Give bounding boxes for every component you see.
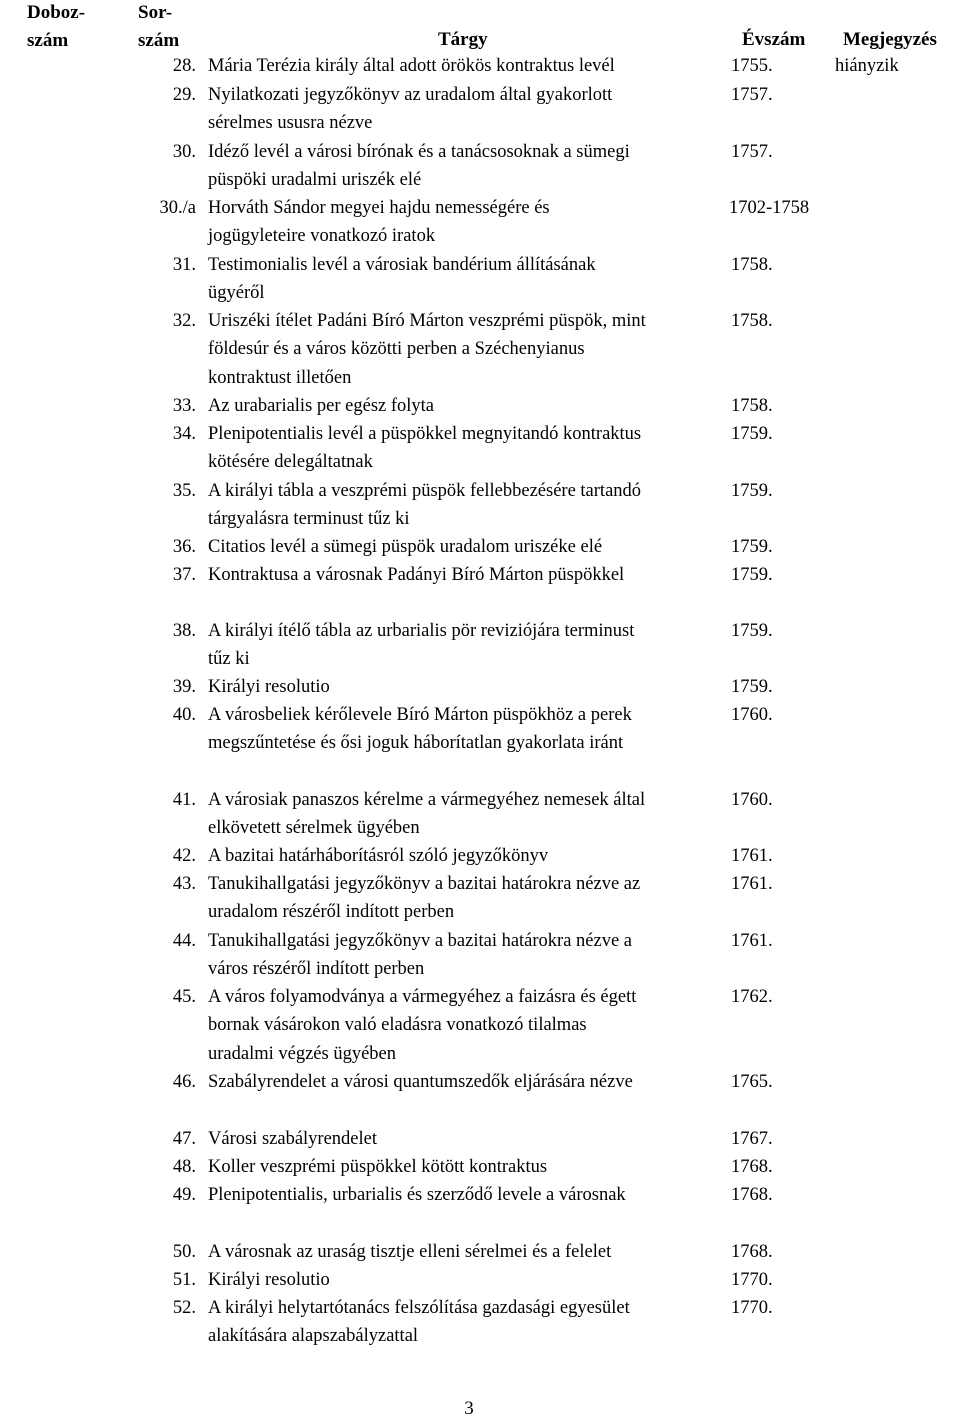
seq-number: 35.	[172, 481, 196, 501]
year: 1768.	[731, 1185, 773, 1205]
year: 1761.	[731, 931, 773, 951]
year: 1761.	[731, 846, 773, 866]
subject	[208, 477, 723, 534]
subject	[208, 1266, 723, 1294]
year: 1757.	[731, 142, 773, 162]
year: 1702-1758	[729, 198, 810, 218]
seq-number: 46.	[172, 1072, 196, 1092]
seq-number: 34.	[172, 424, 196, 444]
subject-line: A városnak az uraság tisztje elleni sérelmei és a felelet	[208, 1242, 612, 1262]
header-box-line-1: Doboz-	[27, 2, 86, 23]
subject	[208, 842, 723, 870]
subject-line: földesúr és a város közötti perben a Széchenyianus	[208, 339, 585, 360]
year: 1759.	[731, 565, 773, 585]
year: 1758.	[731, 396, 773, 416]
seq-number: 45.	[172, 987, 196, 1007]
subject-line: Testimonialis levél a városiak bandérium állításának	[208, 255, 596, 275]
subject-line: püspöki uradalmi uriszék elé	[208, 170, 422, 191]
seq-number: 33.	[172, 396, 196, 416]
seq-number: 49.	[172, 1185, 196, 1205]
subject-line: A királyi helytartótanács felszólítása gazdasági egyesület	[208, 1298, 630, 1318]
header-subject: Tárgy	[438, 29, 488, 50]
header-note: Megjegyzés	[843, 29, 937, 50]
subject-line: uradalom részéről indított perben	[208, 902, 455, 923]
subject	[208, 870, 723, 927]
subject	[208, 983, 723, 1068]
year: 1768.	[731, 1157, 773, 1177]
seq-number: 50.	[172, 1242, 196, 1262]
year: 1768.	[731, 1242, 773, 1262]
header-box-line-2: szám	[27, 30, 69, 51]
subject-line: A királyi tábla a veszprémi püspök fellebbezésére tartandó	[208, 481, 642, 501]
subject-line: tárgyalásra terminust tűz ki	[208, 509, 410, 530]
subject-line: A városbeliek kérőlevele Bíró Márton püspökhöz a perek	[208, 705, 632, 725]
subject-line: A királyi ítélő tábla az urbarialis pör reviziójára terminust	[208, 621, 635, 641]
subject-line: elkövetett sérelmek ügyében	[208, 818, 420, 839]
subject-line: kötésére delegáltatnak	[208, 452, 373, 473]
seq-number: 52.	[172, 1298, 196, 1318]
seq-number: 47.	[172, 1129, 196, 1149]
subject	[208, 52, 723, 80]
subject-line: jogügyleteire vonatkozó iratok	[208, 226, 436, 247]
subject	[208, 420, 723, 477]
seq-number: 48.	[172, 1157, 196, 1177]
subject	[208, 786, 723, 843]
subject	[208, 533, 723, 561]
subject	[208, 1125, 723, 1153]
year: 1770.	[731, 1298, 773, 1318]
subject-line: tűz ki	[208, 649, 250, 670]
note: hiányzik	[835, 56, 899, 76]
header-seq-number	[138, 0, 179, 55]
year: 1760.	[731, 790, 773, 810]
subject	[208, 81, 723, 138]
subject-line: Citatios levél a sümegi püspök uradalom uriszéke elé	[208, 537, 603, 557]
seq-number: 37.	[172, 565, 196, 585]
subject-line: kontraktust illetően	[208, 367, 352, 388]
subject-line: Városi szabályrendelet	[208, 1129, 377, 1149]
seq-number: 42.	[172, 846, 196, 866]
subject-line: Mária Terézia király által adott örökös kontraktus levél	[208, 56, 615, 76]
header-box-number	[27, 0, 85, 55]
year: 1759.	[731, 424, 773, 444]
subject-line: Tanukihallgatási jegyzőkönyv a bazitai határokra nézve a	[208, 931, 633, 951]
header-seq-line-2: szám	[138, 30, 180, 51]
year: 1758.	[731, 311, 773, 331]
seq-number: 36.	[172, 537, 196, 557]
subject	[208, 307, 723, 392]
subject	[208, 927, 723, 984]
year: 1761.	[731, 874, 773, 894]
subject-line: Királyi resolutio	[208, 1270, 330, 1290]
seq-number: 40.	[172, 705, 196, 725]
subject-line: A bazitai határháborításról szóló jegyzőkönyv	[208, 846, 549, 866]
subject	[208, 1294, 723, 1351]
year: 1759.	[731, 537, 773, 557]
subject	[208, 1181, 723, 1209]
seq-number: 51.	[172, 1270, 196, 1290]
seq-number: 31.	[172, 255, 196, 275]
subject-line: A város folyamodványa a vármegyéhez a faizásra és égett	[208, 987, 637, 1007]
subject-line: uradalmi végzés ügyében	[208, 1043, 397, 1064]
subject-line: Nyilatkozati jegyzőkönyv az uradalom által gyakorlott	[208, 85, 613, 105]
seq-number: 30.	[172, 142, 196, 162]
year: 1765.	[731, 1072, 773, 1092]
year: 1759.	[731, 621, 773, 641]
page-number: 3	[464, 1398, 474, 1419]
subject-line: ügyéről	[208, 283, 265, 304]
subject	[208, 673, 723, 701]
seq-number: 28.	[172, 56, 196, 76]
year: 1760.	[731, 705, 773, 725]
subject-line: Koller veszprémi püspökkel kötött kontraktus	[208, 1157, 548, 1177]
year: 1759.	[731, 481, 773, 501]
year: 1755.	[731, 56, 773, 76]
year: 1770.	[731, 1270, 773, 1290]
subject-line: sérelmes ususra nézve	[208, 113, 373, 134]
subject	[208, 1238, 723, 1266]
subject-line: Horváth Sándor megyei hajdu nemességére és	[208, 198, 550, 218]
subject-line: Szabályrendelet a városi quantumszedők eljárására nézve	[208, 1072, 633, 1092]
subject	[208, 251, 723, 308]
subject-line: Plenipotentialis levél a püspökkel megnyitandó kontraktus	[208, 424, 642, 444]
subject-line: Kontraktusa a városnak Padányi Bíró Márton püspökkel	[208, 565, 625, 585]
subject-line: város részéről indított perben	[208, 959, 425, 980]
seq-number: 39.	[172, 677, 196, 697]
subject-line: alakítására alapszabályzattal	[208, 1326, 419, 1347]
subject	[208, 561, 723, 589]
year: 1759.	[731, 677, 773, 697]
subject-line: Az urabarialis per egész folyta	[208, 396, 435, 416]
subject	[208, 1068, 723, 1096]
subject-line: Uriszéki ítélet Padáni Bíró Márton veszprémi püspök, mint	[208, 311, 646, 331]
seq-number: 38.	[172, 621, 196, 641]
header-year: Évszám	[742, 29, 806, 50]
subject	[208, 617, 723, 674]
subject-line: megszűntetése és ősi joguk háborítatlan gyakorlata iránt	[208, 733, 624, 754]
subject	[208, 138, 723, 195]
seq-number: 29.	[172, 85, 196, 105]
subject-line: Tanukihallgatási jegyzőkönyv a bazitai határokra nézve az	[208, 874, 641, 894]
seq-number: 41.	[172, 790, 196, 810]
subject-line: Idéző levél a városi bírónak és a tanácsosoknak a sümegi	[208, 142, 630, 162]
seq-number: 43.	[172, 874, 196, 894]
subject-line: Plenipotentialis, urbarialis és szerződő levele a városnak	[208, 1185, 626, 1205]
subject	[208, 392, 723, 420]
subject-line: bornak vásárokon való eladásra vonatkozó tilalmas	[208, 1015, 587, 1036]
seq-number: 44.	[172, 931, 196, 951]
seq-number: 32.	[172, 311, 196, 331]
year: 1767.	[731, 1129, 773, 1149]
seq-number: 30./a	[159, 198, 196, 218]
subject-line: Királyi resolutio	[208, 677, 330, 697]
year: 1758.	[731, 255, 773, 275]
subject	[208, 701, 723, 758]
year: 1762.	[731, 987, 773, 1007]
subject-line: A városiak panaszos kérelme a vármegyéhez nemesek által	[208, 790, 646, 810]
header-seq-line-1: Sor-	[138, 2, 173, 23]
subject	[208, 1153, 723, 1181]
subject	[208, 194, 723, 251]
year: 1757.	[731, 85, 773, 105]
